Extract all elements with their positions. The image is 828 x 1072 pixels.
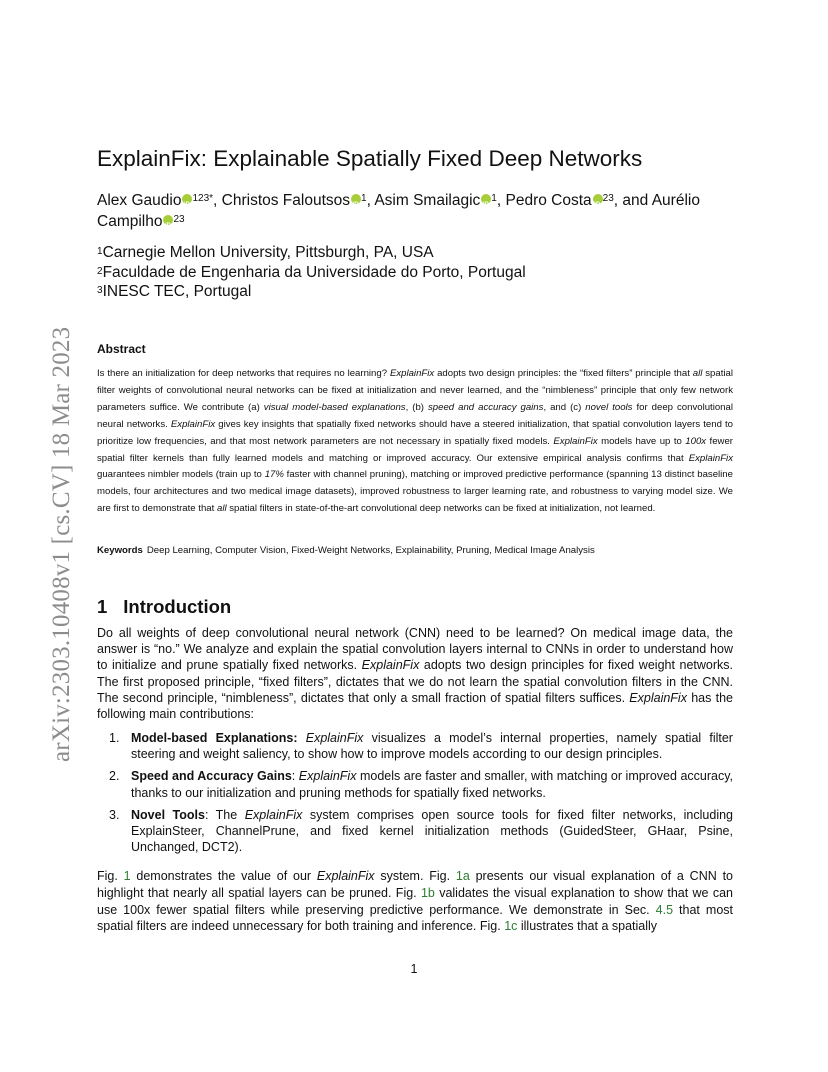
affiliation-text: Faculdade de Engenharia da Universidade do Porto, Portugal — [102, 263, 526, 281]
abstract-heading: Abstract — [97, 342, 146, 356]
author-affiliation-mark: 1 — [491, 193, 497, 204]
orcid-icon[interactable] — [593, 194, 603, 204]
affiliation-text: Carnegie Mellon University, Pittsburgh, PA, USA — [102, 244, 434, 261]
affiliation-list — [97, 243, 526, 302]
text-run: demonstrates the value of our — [130, 869, 317, 883]
keywords-line — [97, 545, 595, 556]
cross-reference-link[interactable]: 1b — [420, 885, 435, 900]
contribution-item — [109, 730, 733, 762]
closing-paragraph — [97, 868, 733, 935]
text-run: adopts two design principles for fixed weight networks. The first proposed principle, “fixed filters”, dictates that we do not learn the spatial convolution filters in the CNN. The second principle, “nimbleness”, dictates that only a small fraction of spatial filters suffices. — [97, 658, 733, 705]
author-separator: , — [213, 192, 222, 209]
text-run: spatial filters in state-of-the-art convolutional deep networks can be fixed at initialization, not learned. — [226, 503, 656, 515]
text-run: visualizes a model’s internal properties, namely spatial filter steering and weight saliency, to show how to improve models according to our design principles. — [131, 731, 733, 762]
text-run: ExplainFix — [244, 807, 303, 822]
orcid-icon[interactable] — [182, 194, 192, 204]
cross-reference-link[interactable]: 1c — [504, 919, 518, 934]
text-run: , and (c) — [543, 401, 586, 413]
text-run: models are faster and smaller, with matching or improved accuracy, thanks to our initialization and pruning methods for spatially fixed networks. — [131, 769, 734, 800]
text-run: that most spatial filters are indeed unnecessary for both training and inference. Fig. — [97, 902, 733, 934]
orcid-icon[interactable] — [351, 194, 361, 204]
author-affiliation-mark: 23 — [602, 193, 614, 204]
text-run: Model-based Explanations: — [131, 731, 298, 745]
text-run: illustrates that a spatially — [517, 919, 658, 934]
author-affiliation-mark: 123* — [192, 193, 214, 204]
text-run — [298, 731, 306, 745]
author-separator: , and — [613, 192, 652, 209]
cross-reference-link[interactable]: 4.5 — [655, 902, 674, 917]
author-separator: , — [496, 192, 506, 209]
affiliation-item — [97, 243, 526, 263]
contribution-text — [131, 808, 733, 854]
author-name: Christos Faloutsos — [221, 192, 351, 209]
text-run: Do all weights of deep convolutional neural network (CNN) need to be learned? On medical image data, the answer is “no.” We analyze and explain the spatial convolution layers internal to CNNs in order to understand how to initialize and prune spatially fixed networks. — [97, 626, 733, 673]
text-run: ExplainFix — [316, 869, 375, 883]
cross-reference-link[interactable]: 1a — [455, 869, 470, 883]
author-name: Alex Gaudio — [97, 192, 182, 209]
text-run: novel tools — [585, 401, 633, 413]
text-run: Novel Tools — [131, 807, 205, 822]
text-run: visual model-based explanations — [263, 401, 406, 413]
author-affiliation-mark: 1 — [361, 193, 367, 204]
text-run: ExplainFix — [688, 452, 733, 464]
contribution-text — [131, 769, 733, 799]
arxiv-stamp — [28, 282, 75, 762]
text-run: speed and accuracy gains — [427, 401, 544, 413]
text-run: ExplainFix — [361, 658, 420, 673]
contribution-text — [131, 731, 733, 761]
affiliation-text: INESC TEC, Portugal — [102, 283, 252, 300]
author-name: Asim Smailagic — [374, 192, 481, 209]
contribution-item — [109, 768, 733, 800]
text-run: has the following main contributions: — [97, 690, 733, 722]
text-run: Fig. — [97, 869, 124, 883]
cross-reference-link[interactable]: 1 — [123, 869, 131, 883]
contribution-number: 1. — [109, 731, 120, 745]
affiliation-number: 2 — [97, 265, 103, 277]
keywords-text: Deep Learning, Computer Vision, Fixed-Weight Networks, Explainability, Pruning, Medical Image Analysis — [146, 545, 595, 556]
keywords-label: Keywords — [97, 545, 143, 556]
text-run: ExplainFix — [170, 418, 216, 430]
text-run: , (b) — [405, 401, 428, 413]
author-name: Pedro Costa — [505, 192, 592, 209]
text-run: : The — [204, 807, 245, 822]
section-number: 1 — [97, 596, 108, 617]
text-run: adopts two design principles: the “fixed filters” principle that — [434, 368, 693, 379]
text-run: 17% — [264, 469, 284, 481]
affiliation-item — [97, 282, 526, 302]
text-run: presents our visual explanation of a CNN to highlight that nearly all spatial layers can be pruned. Fig. — [97, 869, 733, 900]
author-name: Aurélio Campilho — [97, 192, 700, 230]
text-run: ExplainFix — [553, 435, 598, 447]
text-run: guarantees nimbler models (train up to — [97, 469, 265, 481]
text-run: Speed and Accuracy Gains — [131, 769, 292, 784]
section-title: Introduction — [123, 596, 232, 617]
affiliation-number: 1 — [97, 246, 103, 257]
text-run: 100x — [685, 435, 707, 447]
text-run: fewer spatial filter kernels than fully learned models and matching or improved accuracy. Our extensive empirical analysis confirms that — [97, 435, 733, 464]
arxiv-id[interactable]: arXiv:2303.10408v1 [cs.CV] 18 Mar 2023 — [48, 326, 75, 762]
text-run: faster with channel pruning), matching or improved predictive performance (spanning 13 distinct baseline models, four architectures and two medical image datasets), improved robustness to larger learning rate, and robustness to varying model size. We are first to demonstrate that — [97, 469, 733, 515]
intro-paragraph — [97, 625, 733, 722]
author-list — [97, 190, 747, 232]
orcid-icon[interactable] — [481, 194, 491, 204]
contribution-item — [109, 807, 733, 856]
page-number: 1 — [410, 962, 418, 976]
text-run: spatial filter weights of convolutional neural networks can be fixed at initialization and never learned, and the “nimbleness” principle that only few network parameters suffice. We contribute (a) — [97, 368, 733, 413]
paper-title: ExplainFix: Explainable Spatially Fixed Deep Networks — [97, 146, 643, 171]
text-run: for deep convolutional neural networks. — [97, 401, 733, 430]
author-affiliation-mark: 23 — [173, 214, 185, 225]
text-run: all — [692, 368, 703, 379]
text-run: ExplainFix — [305, 731, 364, 745]
text-run: all — [216, 503, 227, 515]
text-run: Is there an initialization for deep networks that requires no learning? — [97, 368, 390, 379]
affiliation-number: 3 — [97, 285, 103, 296]
contribution-list — [109, 730, 733, 861]
text-run: system. Fig. — [374, 869, 456, 883]
text-run: models have up to — [597, 435, 686, 447]
author-separator: , — [366, 192, 375, 209]
text-run: validates the visual explanation to show that we can use 100x fewer spatial filters while preserving predictive performance. We demonstrate in Sec. — [97, 885, 733, 917]
text-run: : — [291, 769, 299, 784]
text-run: ExplainFix — [629, 690, 687, 705]
contribution-number: 2. — [109, 769, 120, 784]
affiliation-item — [97, 263, 526, 283]
orcid-icon[interactable] — [163, 215, 173, 225]
section-heading — [97, 596, 231, 618]
text-run: system comprises open source tools for fixed filter networks, including ExplainSteer, ChannelPrune, and fixed kernel initialization methods (GuidedSteer, GHaar, Psine, Unchanged, DCT2). — [131, 807, 734, 855]
abstract-body — [97, 366, 733, 518]
text-run: ExplainFix — [389, 368, 435, 379]
text-run: gives key insights that spatially fixed networks should have a steered initialization, that spatial convolution layers tend to prioritize low frequencies, and that most network parameters are not necessary in spatially fixed models. — [97, 418, 733, 447]
text-run: ExplainFix — [298, 769, 357, 784]
contribution-number: 3. — [109, 807, 120, 822]
